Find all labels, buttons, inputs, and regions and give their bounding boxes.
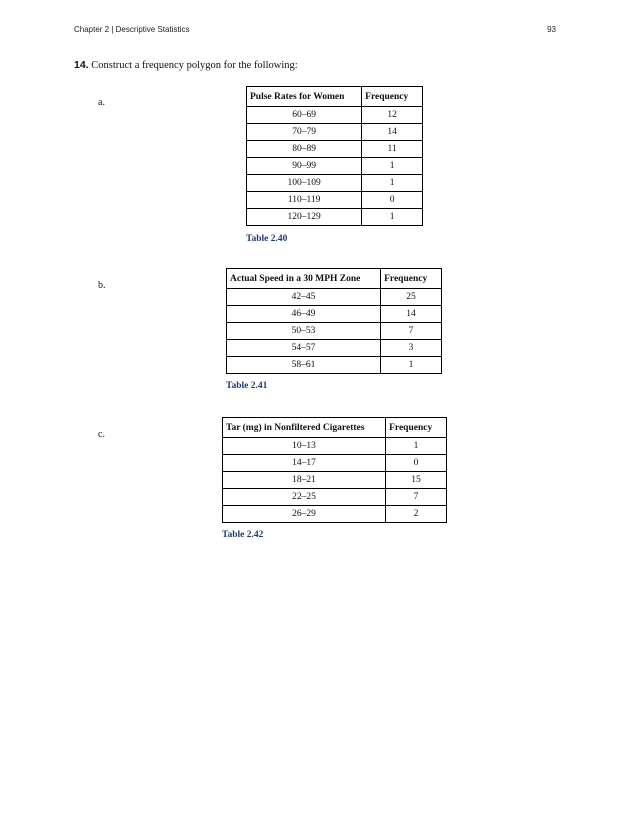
table-row	[247, 192, 423, 209]
col1-header: Pulse Rates for Women	[247, 87, 362, 107]
table-caption: Table 2.40	[246, 234, 288, 244]
chapter-title: Chapter 2 | Descriptive Statistics	[74, 25, 190, 34]
table-caption: Table 2.41	[226, 381, 268, 391]
table-body	[227, 289, 442, 374]
table-row	[223, 472, 447, 489]
table-row	[247, 124, 423, 141]
part-b-label: b.	[98, 280, 106, 291]
table-row	[227, 289, 442, 306]
page-header	[74, 25, 556, 37]
interval-cell: 14–17	[223, 455, 386, 472]
table-row	[227, 306, 442, 323]
table-body	[223, 438, 447, 523]
page-number: 93	[547, 25, 556, 34]
interval-cell: 80–89	[247, 141, 362, 158]
col2-header: Frequency	[381, 269, 442, 289]
table-body	[247, 107, 423, 226]
question-text: Construct a frequency polygon for the following:	[91, 60, 298, 71]
frequency-cell: 14	[362, 124, 423, 141]
part-a-label: a.	[98, 97, 105, 108]
interval-cell: 110–119	[247, 192, 362, 209]
question-14	[74, 59, 298, 71]
table-actual-speed	[226, 268, 442, 374]
frequency-cell: 1	[381, 357, 442, 374]
table-row	[223, 438, 447, 455]
table-row	[247, 209, 423, 226]
col1-header: Actual Speed in a 30 MPH Zone	[227, 269, 381, 289]
frequency-cell: 0	[386, 455, 447, 472]
frequency-cell: 1	[362, 175, 423, 192]
frequency-cell: 1	[386, 438, 447, 455]
table-row	[223, 506, 447, 523]
frequency-cell: 25	[381, 289, 442, 306]
frequency-cell: 3	[381, 340, 442, 357]
interval-cell: 26–29	[223, 506, 386, 523]
table-row	[223, 455, 447, 472]
question-number: 14.	[74, 59, 89, 71]
interval-cell: 70–79	[247, 124, 362, 141]
table-pulse-rates	[246, 86, 423, 226]
interval-cell: 46–49	[227, 306, 381, 323]
table-header-row	[247, 87, 423, 107]
interval-cell: 10–13	[223, 438, 386, 455]
part-c-label: c.	[98, 429, 105, 440]
frequency-cell: 1	[362, 158, 423, 175]
table-row	[227, 323, 442, 340]
frequency-cell: 11	[362, 141, 423, 158]
interval-cell: 22–25	[223, 489, 386, 506]
interval-cell: 58–61	[227, 357, 381, 374]
frequency-cell: 12	[362, 107, 423, 124]
table-tar-cigarettes	[222, 417, 447, 523]
table-header-row	[223, 418, 447, 438]
table-row	[247, 158, 423, 175]
table-row	[227, 357, 442, 374]
interval-cell: 50–53	[227, 323, 381, 340]
table-header-row	[227, 269, 442, 289]
table-row	[223, 489, 447, 506]
col1-header: Tar (mg) in Nonfiltered Cigarettes	[223, 418, 386, 438]
frequency-cell: 0	[362, 192, 423, 209]
col2-header: Frequency	[386, 418, 447, 438]
interval-cell: 54–57	[227, 340, 381, 357]
interval-cell: 120–129	[247, 209, 362, 226]
interval-cell: 100–109	[247, 175, 362, 192]
table-row	[227, 340, 442, 357]
frequency-cell: 1	[362, 209, 423, 226]
interval-cell: 18–21	[223, 472, 386, 489]
interval-cell: 60–69	[247, 107, 362, 124]
frequency-cell: 15	[386, 472, 447, 489]
frequency-cell: 7	[386, 489, 447, 506]
interval-cell: 42–45	[227, 289, 381, 306]
col2-header: Frequency	[362, 87, 423, 107]
frequency-cell: 7	[381, 323, 442, 340]
frequency-cell: 2	[386, 506, 447, 523]
table-row	[247, 175, 423, 192]
frequency-cell: 14	[381, 306, 442, 323]
table-row	[247, 107, 423, 124]
table-caption: Table 2.42	[222, 530, 264, 540]
table-row	[247, 141, 423, 158]
interval-cell: 90–99	[247, 158, 362, 175]
